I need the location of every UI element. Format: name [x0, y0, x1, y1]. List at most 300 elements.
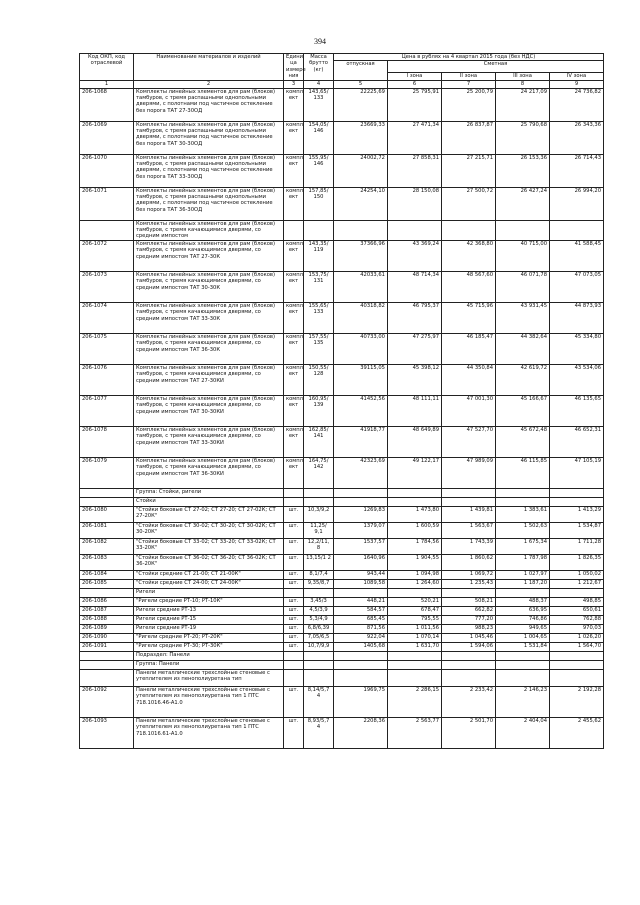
empty-cell — [496, 660, 550, 669]
item-code: 206-1068 — [80, 88, 134, 121]
estimate-price-zone-4: 1 413,29 — [550, 506, 604, 522]
item-mass: 12,2/11, 8 — [304, 538, 334, 554]
release-price: 42323,69 — [334, 457, 388, 488]
estimate-price-zone-3: 1 187,20 — [496, 579, 550, 588]
empty-cell — [388, 669, 442, 686]
estimate-price-zone-3: 24 217,09 — [496, 88, 550, 121]
empty-cell — [80, 488, 134, 497]
item-unit: шт. — [284, 606, 304, 615]
section-row — [80, 660, 604, 669]
item-name: Панели металлические трехслойные стеновые с утеплителем из пенополиуретана тип 1 ПТС 718.1016.46-А1.0 — [134, 686, 284, 717]
estimate-price-zone-2: 45 715,96 — [442, 302, 496, 333]
empty-cell — [442, 651, 496, 660]
item-name: "Стойки средние СТ 24-00; СТ 24-00К" — [134, 579, 284, 588]
item-mass: 153,75/ 131 — [304, 271, 334, 302]
item-code: 206-1081 — [80, 522, 134, 538]
item-name: Панели металлические трехслойные стеновые с утеплителем из пенополиуретана тип 1 ПТС 718.1016.61-А1.0 — [134, 717, 284, 748]
estimate-price-zone-3: 746,86 — [496, 615, 550, 624]
price-table — [79, 53, 604, 749]
estimate-price-zone-1: 1 070,14 — [388, 633, 442, 642]
empty-cell — [334, 220, 388, 240]
release-price: 584,57 — [334, 606, 388, 615]
release-price: 22225,69 — [334, 88, 388, 121]
estimate-price-zone-1: 1 904,55 — [388, 554, 442, 570]
header-zone-2: II зона — [442, 73, 496, 80]
table-row — [80, 457, 604, 488]
item-mass: 143,35/ 119 — [304, 240, 334, 271]
item-unit: компл ект — [284, 395, 304, 426]
item-code: 206-1087 — [80, 606, 134, 615]
empty-cell — [550, 651, 604, 660]
empty-cell — [284, 588, 304, 597]
column-number: 8 — [496, 80, 550, 88]
empty-cell — [334, 488, 388, 497]
estimate-price-zone-4: 26 994,20 — [550, 187, 604, 220]
section-title: Ригели — [134, 588, 284, 597]
empty-cell — [442, 488, 496, 497]
item-name: Комплекты линейных элементов для рам (блоков) тамбуров, с тремя качающимися дверями, со средним импостом ТАТ 30-30К — [134, 271, 284, 302]
item-unit: компл ект — [284, 457, 304, 488]
release-price: 1537,57 — [334, 538, 388, 554]
empty-cell — [284, 220, 304, 240]
release-price: 1969,75 — [334, 686, 388, 717]
estimate-price-zone-3: 1 004,65 — [496, 633, 550, 642]
estimate-price-zone-4: 46 652,31 — [550, 426, 604, 457]
release-price: 1269,83 — [334, 506, 388, 522]
header-price-title: Цена в рублях на 4 квартал 2015 года (без НДС) — [334, 54, 604, 61]
item-mass: 4,5/3,9 — [304, 606, 334, 615]
section-title: Подраздел: Панели — [134, 651, 284, 660]
item-name: "Ригели средние РТ-20; РТ-20К" — [134, 633, 284, 642]
item-code: 206-1079 — [80, 457, 134, 488]
item-unit: шт. — [284, 633, 304, 642]
empty-cell — [80, 220, 134, 240]
item-name: "Стойки боковые СТ 30-02; СТ 30-20; СТ 30-02К; СТ 30-20К" — [134, 522, 284, 538]
item-code: 206-1076 — [80, 364, 134, 395]
release-price: 23669,33 — [334, 121, 388, 154]
item-name: "Стойки боковые СТ 27-02; СТ 27-20; СТ 27-02К; СТ 27-20К" — [134, 506, 284, 522]
empty-cell — [442, 497, 496, 506]
estimate-price-zone-2: 1 594,06 — [442, 642, 496, 651]
estimate-price-zone-1: 27 471,34 — [388, 121, 442, 154]
item-mass: 8,14/5,7 4 — [304, 686, 334, 717]
table-row — [80, 570, 604, 579]
table-row — [80, 606, 604, 615]
item-name: Комплекты линейных элементов для рам (блоков) тамбуров, с тремя распашными однопольными дверями, с полотнами под частичное остекление без порога ТАТ 36-30ОД — [134, 187, 284, 220]
estimate-price-zone-1: 1 011,56 — [388, 624, 442, 633]
group-row — [80, 669, 604, 686]
estimate-price-zone-2: 508,21 — [442, 597, 496, 606]
item-code: 206-1092 — [80, 686, 134, 717]
empty-cell — [550, 488, 604, 497]
item-mass: 10,3/9,2 — [304, 506, 334, 522]
item-code: 206-1073 — [80, 271, 134, 302]
item-mass: 8,93/5,7 4 — [304, 717, 334, 748]
price-table-body — [80, 54, 604, 749]
item-name: "Стойки боковые СТ 36-02; СТ 36-20; СТ 36-02К; СТ 36-20К" — [134, 554, 284, 570]
release-price: 1379,07 — [334, 522, 388, 538]
item-unit: шт. — [284, 538, 304, 554]
item-unit: компл ект — [284, 426, 304, 457]
table-row — [80, 615, 604, 624]
header-code: Код ОКП, код отраслевой — [80, 54, 134, 81]
empty-cell — [304, 497, 334, 506]
item-code: 206-1089 — [80, 624, 134, 633]
group-row — [80, 220, 604, 240]
estimate-price-zone-1: 1 631,70 — [388, 642, 442, 651]
item-code: 206-1070 — [80, 154, 134, 187]
table-row — [80, 506, 604, 522]
table-row — [80, 579, 604, 588]
estimate-price-zone-3: 45 166,67 — [496, 395, 550, 426]
estimate-price-zone-3: 45 672,48 — [496, 426, 550, 457]
release-price: 24254,10 — [334, 187, 388, 220]
item-mass: 157,85/ 150 — [304, 187, 334, 220]
item-code: 206-1090 — [80, 633, 134, 642]
table-row — [80, 364, 604, 395]
release-price: 1405,68 — [334, 642, 388, 651]
estimate-price-zone-1: 28 150,08 — [388, 187, 442, 220]
release-price: 943,44 — [334, 570, 388, 579]
column-number: 5 — [334, 80, 388, 88]
empty-cell — [388, 497, 442, 506]
release-price: 922,04 — [334, 633, 388, 642]
table-row — [80, 271, 604, 302]
item-code: 206-1082 — [80, 538, 134, 554]
item-code: 206-1091 — [80, 642, 134, 651]
item-code: 206-1086 — [80, 597, 134, 606]
estimate-price-zone-4: 1 050,02 — [550, 570, 604, 579]
section-row — [80, 651, 604, 660]
table-row — [80, 395, 604, 426]
table-row — [80, 642, 604, 651]
item-mass: 10,7/9,9 — [304, 642, 334, 651]
item-mass: 13,15/1 2 — [304, 554, 334, 570]
section-title: Группа: Стойки, ригели — [134, 488, 284, 497]
estimate-price-zone-3: 1 502,63 — [496, 522, 550, 538]
item-unit: шт. — [284, 717, 304, 748]
empty-cell — [334, 497, 388, 506]
header-zone-1: I зона — [388, 73, 442, 80]
empty-cell — [284, 488, 304, 497]
estimate-price-zone-2: 42 368,80 — [442, 240, 496, 271]
item-code: 206-1074 — [80, 302, 134, 333]
estimate-price-zone-3: 1 675,34 — [496, 538, 550, 554]
item-unit: шт. — [284, 554, 304, 570]
item-name: Ригели средние РТ-13 — [134, 606, 284, 615]
estimate-price-zone-2: 1 563,67 — [442, 522, 496, 538]
release-price: 37366,96 — [334, 240, 388, 271]
estimate-price-zone-1: 25 795,91 — [388, 88, 442, 121]
estimate-price-zone-3: 26 153,36 — [496, 154, 550, 187]
table-row — [80, 333, 604, 364]
item-mass: 154,05/ 146 — [304, 121, 334, 154]
item-code: 206-1093 — [80, 717, 134, 748]
section-row — [80, 588, 604, 597]
item-name: "Стойки средние СТ 21-00; СТ 21-00К" — [134, 570, 284, 579]
item-code: 206-1072 — [80, 240, 134, 271]
estimate-price-zone-2: 1 235,43 — [442, 579, 496, 588]
column-number: 7 — [442, 80, 496, 88]
item-code: 206-1069 — [80, 121, 134, 154]
estimate-price-zone-1: 2 286,15 — [388, 686, 442, 717]
empty-cell — [388, 220, 442, 240]
table-row — [80, 554, 604, 570]
empty-cell — [496, 669, 550, 686]
item-unit: шт. — [284, 615, 304, 624]
item-name: Комплекты линейных элементов для рам (блоков) тамбуров, с тремя распашными однопольными дверями, с полотнами под частичное остекление без порога ТАТ 27-30ОД — [134, 88, 284, 121]
item-unit: шт. — [284, 579, 304, 588]
header-zone-4: IV зона — [550, 73, 604, 80]
item-name: Комплекты линейных элементов для рам (блоков) тамбуров, с тремя качающимися дверями, со средним импостом ТАТ 27-30КИ — [134, 364, 284, 395]
empty-cell — [284, 651, 304, 660]
item-unit: компл ект — [284, 333, 304, 364]
release-price: 24002,72 — [334, 154, 388, 187]
estimate-price-zone-2: 2 501,70 — [442, 717, 496, 748]
empty-cell — [304, 588, 334, 597]
item-unit: компл ект — [284, 302, 304, 333]
estimate-price-zone-2: 46 185,47 — [442, 333, 496, 364]
empty-cell — [80, 497, 134, 506]
table-row — [80, 302, 604, 333]
table-row — [80, 717, 604, 748]
estimate-price-zone-4: 41 588,45 — [550, 240, 604, 271]
empty-cell — [80, 660, 134, 669]
item-unit: шт. — [284, 686, 304, 717]
item-name: Комплекты линейных элементов для рам (блоков) тамбуров, с тремя качающимися дверями, со средним импостом ТАТ 27-30К — [134, 240, 284, 271]
estimate-price-zone-1: 48 714,34 — [388, 271, 442, 302]
empty-cell — [80, 651, 134, 660]
estimate-price-zone-3: 1 383,61 — [496, 506, 550, 522]
estimate-price-zone-4: 498,85 — [550, 597, 604, 606]
empty-cell — [388, 660, 442, 669]
empty-cell — [550, 220, 604, 240]
estimate-price-zone-4: 1 534,87 — [550, 522, 604, 538]
item-name: "Ригели средние РТ-10; РТ-10К" — [134, 597, 284, 606]
estimate-price-zone-3: 488,37 — [496, 597, 550, 606]
estimate-price-zone-2: 988,23 — [442, 624, 496, 633]
estimate-price-zone-3: 2 404,04 — [496, 717, 550, 748]
table-row — [80, 633, 604, 642]
release-price: 1640,96 — [334, 554, 388, 570]
table-row — [80, 154, 604, 187]
item-mass: 9,35/8,7 — [304, 579, 334, 588]
estimate-price-zone-4: 2 192,28 — [550, 686, 604, 717]
column-number: 3 — [284, 80, 304, 88]
estimate-price-zone-4: 1 711,28 — [550, 538, 604, 554]
item-code: 206-1071 — [80, 187, 134, 220]
section-row — [80, 488, 604, 497]
release-price: 41452,56 — [334, 395, 388, 426]
item-mass: 155,95/ 146 — [304, 154, 334, 187]
item-unit: компл ект — [284, 240, 304, 271]
item-mass: 164,75/ 142 — [304, 457, 334, 488]
item-mass: 3,45/3 — [304, 597, 334, 606]
estimate-price-zone-4: 1 564,70 — [550, 642, 604, 651]
empty-cell — [496, 588, 550, 597]
header-name: Наименование материалов и изделий — [134, 54, 284, 81]
estimate-price-zone-4: 24 736,82 — [550, 88, 604, 121]
item-name: "Ригели средние РТ-30; РТ-30К" — [134, 642, 284, 651]
estimate-price-zone-3: 40 715,00 — [496, 240, 550, 271]
estimate-price-zone-4: 1 026,20 — [550, 633, 604, 642]
table-row — [80, 88, 604, 121]
empty-cell — [334, 660, 388, 669]
section-title: Стойки — [134, 497, 284, 506]
estimate-price-zone-3: 949,65 — [496, 624, 550, 633]
estimate-price-zone-4: 47 105,19 — [550, 457, 604, 488]
item-unit: шт. — [284, 624, 304, 633]
release-price: 685,45 — [334, 615, 388, 624]
estimate-price-zone-3: 26 427,24 — [496, 187, 550, 220]
page-number: 394 — [314, 37, 326, 46]
estimate-price-zone-2: 1 743,39 — [442, 538, 496, 554]
empty-cell — [496, 488, 550, 497]
empty-cell — [304, 651, 334, 660]
table-row — [80, 538, 604, 554]
release-price: 448,21 — [334, 597, 388, 606]
item-code: 206-1075 — [80, 333, 134, 364]
item-name: Ригели средние РТ-15 — [134, 615, 284, 624]
estimate-price-zone-3: 1 027,97 — [496, 570, 550, 579]
item-mass: 6,8/6,39 — [304, 624, 334, 633]
item-name: Комплекты линейных элементов для рам (блоков) тамбуров, с тремя качающимися дверями, со средним импостом ТАТ 33-30КИ — [134, 426, 284, 457]
estimate-price-zone-2: 1 069,72 — [442, 570, 496, 579]
item-unit: компл ект — [284, 187, 304, 220]
estimate-price-zone-4: 1 826,35 — [550, 554, 604, 570]
estimate-price-zone-2: 27 500,72 — [442, 187, 496, 220]
item-name: Комплекты линейных элементов для рам (блоков) тамбуров, с тремя распашными однопольными дверями, с полотнами под частичное остекление без порога ТАТ 30-30ОД — [134, 121, 284, 154]
column-number: 9 — [550, 80, 604, 88]
estimate-price-zone-1: 1 473,80 — [388, 506, 442, 522]
empty-cell — [284, 660, 304, 669]
estimate-price-zone-2: 48 567,60 — [442, 271, 496, 302]
estimate-price-zone-4: 26 714,43 — [550, 154, 604, 187]
empty-cell — [550, 497, 604, 506]
estimate-price-zone-2: 47 001,30 — [442, 395, 496, 426]
estimate-price-zone-4: 26 343,36 — [550, 121, 604, 154]
estimate-price-zone-1: 520,21 — [388, 597, 442, 606]
item-name: Комплекты линейных элементов для рам (блоков) тамбуров, с тремя распашными однопольными дверями, с полотнами под частичное остекление без порога ТАТ 33-30ОД — [134, 154, 284, 187]
column-number-row — [80, 80, 604, 88]
item-mass: 160,95/ 139 — [304, 395, 334, 426]
group-title: Панели металлические трехслойные стеновые с утеплителем из пенополиуретана тип — [134, 669, 284, 686]
release-price: 42033,61 — [334, 271, 388, 302]
item-code: 206-1085 — [80, 579, 134, 588]
empty-cell — [304, 669, 334, 686]
header-mass: Масса брутто (кг) — [304, 54, 334, 81]
item-mass: 11,25/ 9,1 — [304, 522, 334, 538]
empty-cell — [304, 660, 334, 669]
empty-cell — [284, 669, 304, 686]
item-name: Ригели средние РТ-19 — [134, 624, 284, 633]
estimate-price-zone-2: 662,82 — [442, 606, 496, 615]
estimate-price-zone-3: 25 790,68 — [496, 121, 550, 154]
item-unit: шт. — [284, 522, 304, 538]
estimate-price-zone-4: 2 455,62 — [550, 717, 604, 748]
estimate-price-zone-1: 27 858,31 — [388, 154, 442, 187]
estimate-price-zone-1: 2 563,77 — [388, 717, 442, 748]
estimate-price-zone-2: 2 233,42 — [442, 686, 496, 717]
section-row — [80, 497, 604, 506]
release-price: 40318,82 — [334, 302, 388, 333]
estimate-price-zone-4: 970,03 — [550, 624, 604, 633]
estimate-price-zone-1: 47 275,97 — [388, 333, 442, 364]
section-title: Группа: Панели — [134, 660, 284, 669]
table-row — [80, 240, 604, 271]
empty-cell — [80, 588, 134, 597]
header-release: отпускная — [334, 61, 388, 80]
item-code: 206-1078 — [80, 426, 134, 457]
release-price: 41918,77 — [334, 426, 388, 457]
estimate-price-zone-1: 1 784,56 — [388, 538, 442, 554]
item-code: 206-1084 — [80, 570, 134, 579]
estimate-price-zone-3: 42 619,72 — [496, 364, 550, 395]
estimate-price-zone-4: 762,88 — [550, 615, 604, 624]
estimate-price-zone-4: 43 534,06 — [550, 364, 604, 395]
empty-cell — [334, 669, 388, 686]
item-unit: компл ект — [284, 88, 304, 121]
estimate-price-zone-1: 795,55 — [388, 615, 442, 624]
item-name: Комплекты линейных элементов для рам (блоков) тамбуров, с тремя качающимися дверями, со средним импостом ТАТ 30-30КИ — [134, 395, 284, 426]
item-name: "Стойки боковые СТ 33-02; СТ 33-20; СТ 33-02К; СТ 33-20К" — [134, 538, 284, 554]
estimate-price-zone-3: 43 931,45 — [496, 302, 550, 333]
table-row — [80, 187, 604, 220]
estimate-price-zone-1: 48 649,89 — [388, 426, 442, 457]
item-unit: шт. — [284, 642, 304, 651]
item-code: 206-1077 — [80, 395, 134, 426]
item-mass: 155,65/ 133 — [304, 302, 334, 333]
empty-cell — [550, 660, 604, 669]
estimate-price-zone-1: 48 111,11 — [388, 395, 442, 426]
item-unit: компл ект — [284, 154, 304, 187]
estimate-price-zone-2: 777,20 — [442, 615, 496, 624]
estimate-price-zone-3: 46 071,78 — [496, 271, 550, 302]
column-number: 1 — [80, 80, 134, 88]
item-unit: шт. — [284, 506, 304, 522]
empty-cell — [442, 660, 496, 669]
header-row-1 — [80, 54, 604, 61]
empty-cell — [442, 588, 496, 597]
estimate-price-zone-4: 47 073,05 — [550, 271, 604, 302]
item-code: 206-1088 — [80, 615, 134, 624]
estimate-price-zone-4: 1 212,67 — [550, 579, 604, 588]
estimate-price-zone-2: 27 215,71 — [442, 154, 496, 187]
item-mass: 143,65/ 133 — [304, 88, 334, 121]
empty-cell — [496, 220, 550, 240]
empty-cell — [388, 651, 442, 660]
table-row — [80, 624, 604, 633]
estimate-price-zone-4: 46 135,65 — [550, 395, 604, 426]
estimate-price-zone-2: 1 439,81 — [442, 506, 496, 522]
estimate-price-zone-2: 1 045,46 — [442, 633, 496, 642]
empty-cell — [388, 588, 442, 597]
header-unit: Едини ца измере ния — [284, 54, 304, 81]
item-mass: 7,05/6,5 — [304, 633, 334, 642]
header-estimate: Сметная — [388, 61, 604, 73]
release-price: 871,56 — [334, 624, 388, 633]
empty-cell — [496, 497, 550, 506]
item-unit: компл ект — [284, 271, 304, 302]
table-row — [80, 426, 604, 457]
empty-cell — [496, 651, 550, 660]
item-unit: шт. — [284, 570, 304, 579]
empty-cell — [284, 497, 304, 506]
empty-cell — [304, 220, 334, 240]
empty-cell — [388, 488, 442, 497]
item-name: Комплекты линейных элементов для рам (блоков) тамбуров, с тремя качающимися дверями, со средним импостом ТАТ 36-30КИ — [134, 457, 284, 488]
empty-cell — [550, 669, 604, 686]
